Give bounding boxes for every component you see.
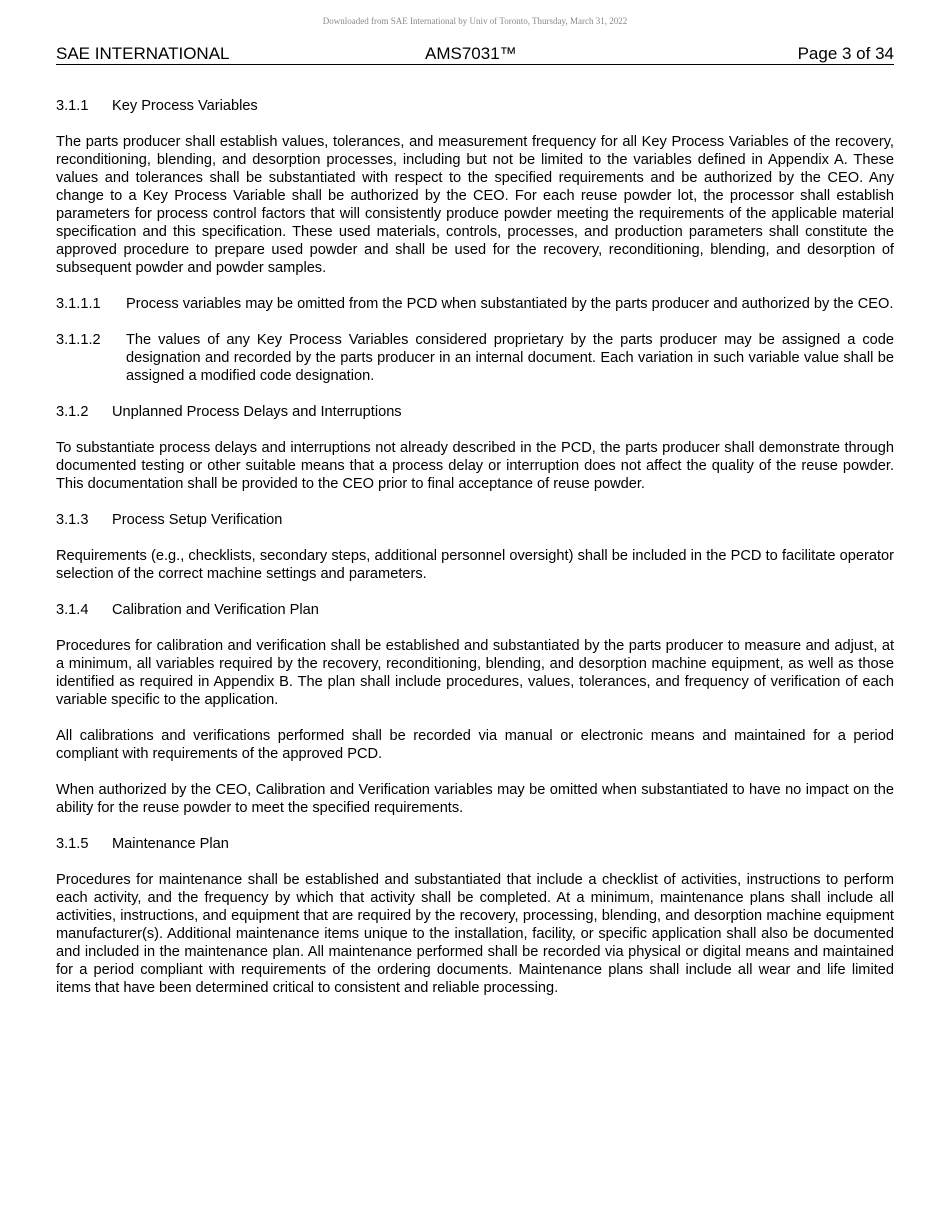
section-heading-3-1-5	[56, 835, 894, 853]
section-title: Calibration and Verification Plan	[112, 602, 319, 618]
subsection-3-1-1-1	[56, 295, 894, 313]
document-body	[56, 97, 894, 1015]
subsection-number: 3.1.1.1	[56, 296, 101, 312]
section-heading-3-1-3	[56, 511, 894, 529]
section-number: 3.1.5	[56, 836, 89, 852]
download-watermark: Downloaded from SAE International by Univ of Toronto, Thursday, March 31, 2022	[322, 16, 628, 26]
section-paragraph: Procedures for calibration and verification shall be established and substantiated by the parts producer to measure and adjust, at a minimum, all variables required by the recovery, reconditioning, blending, and desorption machine equipment, as well as those identified as required in Appendix B. The plan shall include procedures, values, tolerances, and frequency of verification of each variable specific to the application.	[56, 638, 894, 708]
header-organization: SAE INTERNATIONAL	[56, 44, 230, 63]
section-heading-3-1-1	[56, 97, 894, 115]
page-header	[56, 44, 894, 65]
section-paragraph: Requirements (e.g., checklists, secondary steps, additional personnel oversight) shall be included in the PCD to facilitate operator selection of the correct machine settings and parameters.	[56, 548, 894, 582]
section-paragraph: To substantiate process delays and interruptions not already described in the PCD, the parts producer shall demonstrate through documented testing or other suitable means that a process delay or interruption does not affect the quality of the reuse powder. This documentation shall be provided to the CEO prior to final acceptance of reuse powder.	[56, 440, 894, 492]
subsection-number: 3.1.1.2	[56, 332, 101, 348]
section-title: Key Process Variables	[112, 98, 258, 114]
section-title: Unplanned Process Delays and Interruptions	[112, 404, 402, 420]
section-paragraph: When authorized by the CEO, Calibration and Verification variables may be omitted when substantiated to have no impact on the ability for the reuse powder to meet the specified requirements.	[56, 782, 894, 816]
subsection-3-1-1-2	[56, 331, 894, 385]
header-page-number: Page 3 of 34	[797, 44, 894, 63]
section-heading-3-1-2	[56, 403, 894, 421]
header-document-number: AMS7031™	[425, 44, 517, 63]
subsection-text: Process variables may be omitted from the PCD when substantiated by the parts producer and authorized by the CEO.	[126, 296, 894, 312]
subsection-text: The values of any Key Process Variables considered proprietary by the parts producer may be assigned a code designation and recorded by the parts producer in an internal document. Each variation in such variable value shall be assigned a modified code designation.	[126, 332, 894, 384]
section-title: Maintenance Plan	[112, 836, 229, 852]
section-number: 3.1.2	[56, 404, 89, 420]
section-paragraph: The parts producer shall establish values, tolerances, and measurement frequency for all Key Process Variables of the recovery, reconditioning, blending, and desorption processes, including but not be limited to the variables defined in Appendix A. These values and tolerances shall be substantiated with respect to the specified requirements and be authorized by the CEO. Any change to a Key Process Variable shall be authorized by the CEO. For each reuse powder lot, the processor shall establish parameters for process control factors that will consistently produce powder meeting the requirements of the applicable material specification and this specification. These used materials, controls, processes, and production parameters shall constitute the approved procedure to prepare used powder and shall be used for the recovery, reconditioning, blending, and desorption of subsequent powder and powder samples.	[56, 134, 894, 276]
section-number: 3.1.3	[56, 512, 89, 528]
section-number: 3.1.4	[56, 602, 89, 618]
section-paragraph: All calibrations and verifications performed shall be recorded via manual or electronic means and maintained for a period compliant with requirements of the approved PCD.	[56, 728, 894, 762]
section-title: Process Setup Verification	[112, 512, 283, 528]
section-paragraph: Procedures for maintenance shall be established and substantiated that include a checklist of activities, instructions to perform each activity, and the frequency by which that activity shall be completed. At a minimum, maintenance plans shall include all activities, instructions, and equipment that are required by the recovery, processing, blending, and desorption machine equipment manufacturer(s). Additional maintenance items unique to the installation, facility, or specific application shall also be documented and included in the maintenance plan. All maintenance performed shall be recorded via physical or digital means and maintained for a period compliant with requirements of the ordering documents. Maintenance plans shall include all wear and life limited items that have been determined critical to consistent and reliable processing.	[56, 872, 894, 996]
section-heading-3-1-4	[56, 601, 894, 619]
section-number: 3.1.1	[56, 98, 89, 114]
